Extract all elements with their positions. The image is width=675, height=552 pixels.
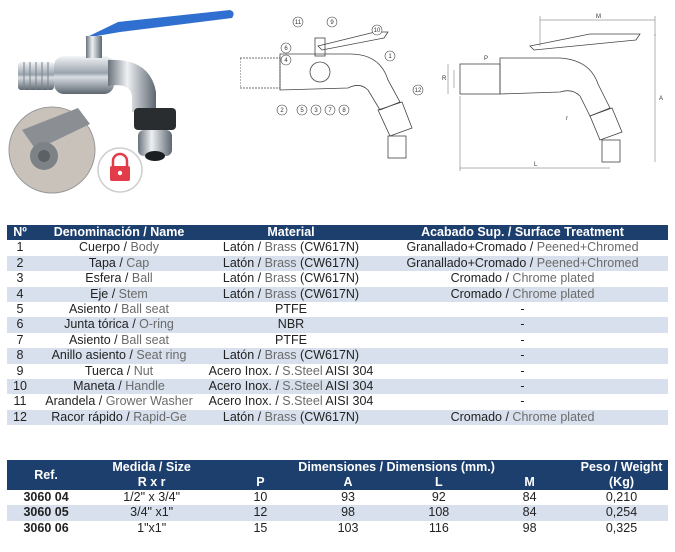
part-number: 1 bbox=[7, 240, 33, 255]
material-es: Acero Inox. bbox=[208, 379, 272, 394]
part-number: 11 bbox=[7, 394, 33, 409]
finish-es: - bbox=[520, 332, 525, 347]
m-cell: 84 bbox=[484, 505, 575, 520]
material-en: S.Steel bbox=[282, 394, 323, 409]
part-material: Latón / Brass (CW617N) bbox=[205, 240, 377, 255]
part-finish bbox=[377, 302, 668, 317]
part-name-es: Cuerpo bbox=[79, 240, 121, 255]
weight-cell: 0,325 bbox=[575, 521, 668, 536]
material-en: Brass bbox=[264, 409, 297, 424]
svg-text:9: 9 bbox=[330, 20, 334, 26]
part-number: 5 bbox=[7, 302, 33, 317]
part-finish: Granallado+Cromado / Peened+Chromed bbox=[377, 240, 668, 255]
part-number: 10 bbox=[7, 379, 33, 394]
part-finish: Cromado / Chrome plated bbox=[377, 271, 668, 286]
part-number: 7 bbox=[7, 333, 33, 348]
header-size-sub: R x r bbox=[85, 475, 218, 490]
finish-en: Peened+Chromed bbox=[536, 240, 639, 255]
svg-text:7: 7 bbox=[328, 108, 332, 114]
l-cell: 116 bbox=[393, 521, 484, 536]
parts-table bbox=[7, 225, 668, 425]
m-cell: 98 bbox=[484, 521, 575, 536]
header-no: Nº bbox=[7, 225, 33, 240]
finish-es: Cromado bbox=[450, 286, 502, 301]
header-finish: Acabado Sup. / Surface Treatment bbox=[377, 225, 668, 240]
part-name: Arandela / Grower Washer bbox=[33, 394, 205, 409]
parts-row bbox=[7, 317, 668, 332]
part-number: 3 bbox=[7, 271, 33, 286]
material-code: (CW617N) bbox=[300, 409, 360, 424]
part-material bbox=[205, 302, 377, 317]
header-dimensions: Dimensiones / Dimensions (mm.) bbox=[218, 460, 575, 475]
material-es: Latón bbox=[222, 286, 255, 301]
part-material bbox=[205, 317, 377, 332]
material-code: (CW617N) bbox=[300, 255, 360, 270]
part-name: Junta tórica / O-ring bbox=[33, 317, 205, 332]
header-material: Material bbox=[205, 225, 377, 240]
part-number: 8 bbox=[7, 348, 33, 363]
part-name-es: Esfera bbox=[85, 271, 122, 286]
header-l: L bbox=[393, 475, 484, 490]
material-code: AISI 304 bbox=[325, 394, 374, 409]
m-cell: 84 bbox=[484, 490, 575, 505]
part-material: Acero Inox. / S.Steel AISI 304 bbox=[205, 394, 377, 409]
part-finish bbox=[377, 317, 668, 332]
part-name-es: Tuerca bbox=[84, 363, 124, 378]
part-name: Asiento / Ball seat bbox=[33, 333, 205, 348]
svg-text:10: 10 bbox=[373, 28, 381, 34]
part-finish: Granallado+Cromado / Peened+Chromed bbox=[377, 256, 668, 271]
material-en: Brass bbox=[264, 255, 297, 270]
part-number: 12 bbox=[7, 410, 33, 425]
svg-text:P: P bbox=[484, 56, 489, 62]
finish-es: - bbox=[520, 302, 525, 317]
material-es: PTFE bbox=[275, 302, 307, 317]
dims-row bbox=[7, 521, 668, 536]
part-material: Latón / Brass (CW617N) bbox=[205, 256, 377, 271]
p-cell: 10 bbox=[218, 490, 302, 505]
svg-text:3: 3 bbox=[314, 108, 318, 114]
finish-es: Granallado+Cromado bbox=[406, 240, 527, 255]
part-name-en: Ball bbox=[131, 271, 153, 286]
material-code: AISI 304 bbox=[325, 363, 374, 378]
part-name: Esfera / Ball bbox=[33, 271, 205, 286]
header-p: P bbox=[218, 475, 302, 490]
material-en: Brass bbox=[264, 240, 297, 255]
part-material: Acero Inox. / S.Steel AISI 304 bbox=[205, 379, 377, 394]
part-name: Tapa / Cap bbox=[33, 256, 205, 271]
part-name: Cuerpo / Body bbox=[33, 240, 205, 255]
part-finish: Cromado / Chrome plated bbox=[377, 410, 668, 425]
svg-text:11: 11 bbox=[294, 20, 302, 26]
header-m: M bbox=[484, 475, 575, 490]
material-es: Acero Inox. bbox=[208, 394, 272, 409]
material-code: (CW617N) bbox=[300, 271, 360, 286]
a-cell: 98 bbox=[303, 505, 394, 520]
part-material: Latón / Brass (CW617N) bbox=[205, 348, 377, 363]
part-name-es: Asiento bbox=[68, 302, 111, 317]
part-name-es: Eje bbox=[90, 286, 109, 301]
dims-header-row-2 bbox=[7, 475, 668, 490]
part-finish bbox=[377, 364, 668, 379]
part-number: 6 bbox=[7, 317, 33, 332]
parts-row bbox=[7, 364, 668, 379]
svg-text:8: 8 bbox=[342, 108, 346, 114]
part-number: 9 bbox=[7, 364, 33, 379]
part-name-en: Rapid-Ge bbox=[133, 409, 187, 424]
part-material: Latón / Brass (CW617N) bbox=[205, 287, 377, 302]
part-name: Maneta / Handle bbox=[33, 379, 205, 394]
cross-section-diagram bbox=[240, 10, 440, 170]
material-es: Latón bbox=[222, 348, 255, 363]
parts-row bbox=[7, 348, 668, 363]
part-name-en: Stem bbox=[118, 286, 148, 301]
ref-cell: 3060 05 bbox=[7, 505, 85, 520]
part-finish bbox=[377, 348, 668, 363]
part-name-en: Nut bbox=[133, 363, 154, 378]
material-es: Latón bbox=[222, 409, 255, 424]
material-es: Acero Inox. bbox=[208, 363, 272, 378]
svg-text:M: M bbox=[596, 14, 601, 20]
p-cell: 12 bbox=[218, 505, 302, 520]
size-cell: 1"x1" bbox=[85, 521, 218, 536]
finish-en: Chrome plated bbox=[512, 286, 595, 301]
material-en: S.Steel bbox=[282, 379, 323, 394]
p-cell: 15 bbox=[218, 521, 302, 536]
material-es: Latón bbox=[222, 271, 255, 286]
l-cell: 92 bbox=[393, 490, 484, 505]
parts-row bbox=[7, 271, 668, 286]
ref-cell: 3060 04 bbox=[7, 490, 85, 505]
parts-row bbox=[7, 287, 668, 302]
material-en: S.Steel bbox=[282, 363, 323, 378]
part-material bbox=[205, 333, 377, 348]
part-name-es: Maneta bbox=[73, 379, 115, 394]
material-es: Latón bbox=[222, 240, 255, 255]
part-name-es: Asiento bbox=[68, 332, 111, 347]
part-finish bbox=[377, 394, 668, 409]
part-name-en: O-ring bbox=[139, 317, 174, 332]
svg-text:4: 4 bbox=[284, 58, 288, 64]
part-name-en: Ball seat bbox=[121, 302, 170, 317]
a-cell: 103 bbox=[303, 521, 394, 536]
svg-text:5: 5 bbox=[300, 108, 304, 114]
material-code: (CW617N) bbox=[300, 348, 360, 363]
part-name-es: Racor rápido bbox=[51, 409, 123, 424]
part-number: 4 bbox=[7, 287, 33, 302]
parts-row bbox=[7, 333, 668, 348]
finish-en: Chrome plated bbox=[512, 409, 595, 424]
finish-es: - bbox=[520, 394, 525, 409]
part-number: 2 bbox=[7, 256, 33, 271]
dims-header-row-1 bbox=[7, 460, 668, 475]
parts-row bbox=[7, 240, 668, 255]
finish-es: Cromado bbox=[450, 409, 502, 424]
material-en: Brass bbox=[264, 348, 297, 363]
part-material: Acero Inox. / S.Steel AISI 304 bbox=[205, 364, 377, 379]
material-es: NBR bbox=[277, 317, 305, 332]
header-size: Medida / Size bbox=[85, 460, 218, 475]
part-name-en: Grower Washer bbox=[105, 394, 193, 409]
parts-row bbox=[7, 410, 668, 425]
part-name-en: Cap bbox=[126, 255, 150, 270]
svg-text:R: R bbox=[442, 76, 447, 82]
size-cell: 3/4" x1" bbox=[85, 505, 218, 520]
parts-row bbox=[7, 394, 668, 409]
finish-es: - bbox=[520, 363, 525, 378]
header-a: A bbox=[303, 475, 394, 490]
part-finish bbox=[377, 333, 668, 348]
header-weight: Peso / Weight bbox=[575, 460, 668, 475]
part-name-es: Arandela bbox=[45, 394, 96, 409]
part-name-es: Tapa bbox=[88, 255, 116, 270]
dimension-diagram bbox=[440, 8, 675, 173]
finish-en: Peened+Chromed bbox=[536, 255, 639, 270]
svg-text:r: r bbox=[566, 116, 568, 122]
header-weight-sub: (Kg) bbox=[575, 475, 668, 490]
parts-row bbox=[7, 302, 668, 317]
handle-shape bbox=[85, 10, 234, 38]
part-name-en: Seat ring bbox=[136, 348, 187, 363]
material-en: Brass bbox=[264, 271, 297, 286]
material-code: (CW617N) bbox=[300, 240, 360, 255]
finish-es: - bbox=[520, 317, 525, 332]
part-name: Tuerca / Nut bbox=[33, 364, 205, 379]
part-material: Latón / Brass (CW617N) bbox=[205, 271, 377, 286]
weight-cell: 0,254 bbox=[575, 505, 668, 520]
part-name-es: Junta tórica bbox=[64, 317, 129, 332]
svg-text:12: 12 bbox=[414, 88, 422, 94]
material-code: (CW617N) bbox=[300, 286, 360, 301]
part-material: Latón / Brass (CW617N) bbox=[205, 410, 377, 425]
part-finish bbox=[377, 379, 668, 394]
parts-row bbox=[7, 379, 668, 394]
part-name: Anillo asiento / Seat ring bbox=[33, 348, 205, 363]
material-en: Brass bbox=[264, 286, 297, 301]
ref-cell: 3060 06 bbox=[7, 521, 85, 536]
svg-text:A: A bbox=[659, 96, 664, 102]
size-cell: 1/2" x 3/4" bbox=[85, 490, 218, 505]
part-name: Eje / Stem bbox=[33, 287, 205, 302]
part-name-es: Anillo asiento bbox=[51, 348, 126, 363]
svg-text:2: 2 bbox=[280, 108, 284, 114]
material-es: PTFE bbox=[275, 332, 307, 347]
finish-es: Granallado+Cromado bbox=[406, 255, 527, 270]
l-cell: 108 bbox=[393, 505, 484, 520]
weight-cell: 0,210 bbox=[575, 490, 668, 505]
svg-text:L: L bbox=[534, 162, 538, 168]
material-code: AISI 304 bbox=[325, 379, 374, 394]
header-ref: Ref. bbox=[7, 460, 85, 490]
finish-es: - bbox=[520, 379, 525, 394]
finish-en: Chrome plated bbox=[512, 271, 595, 286]
part-name: Asiento / Ball seat bbox=[33, 302, 205, 317]
svg-text:6: 6 bbox=[284, 46, 288, 52]
part-name: Racor rápido / Rapid-Ge bbox=[33, 410, 205, 425]
a-cell: 93 bbox=[303, 490, 394, 505]
dims-row bbox=[7, 505, 668, 520]
part-finish: Cromado / Chrome plated bbox=[377, 287, 668, 302]
finish-es: Cromado bbox=[450, 271, 502, 286]
dimensions-table bbox=[7, 460, 668, 536]
dims-row bbox=[7, 490, 668, 505]
svg-text:1: 1 bbox=[388, 54, 392, 60]
part-name-en: Ball seat bbox=[121, 332, 170, 347]
part-name-en: Body bbox=[130, 240, 159, 255]
finish-es: - bbox=[520, 348, 525, 363]
product-photo bbox=[0, 0, 240, 205]
header-name: Denominación / Name bbox=[33, 225, 205, 240]
part-name-en: Handle bbox=[125, 379, 165, 394]
parts-row bbox=[7, 256, 668, 271]
material-es: Latón bbox=[222, 255, 255, 270]
parts-header-row bbox=[7, 225, 668, 240]
